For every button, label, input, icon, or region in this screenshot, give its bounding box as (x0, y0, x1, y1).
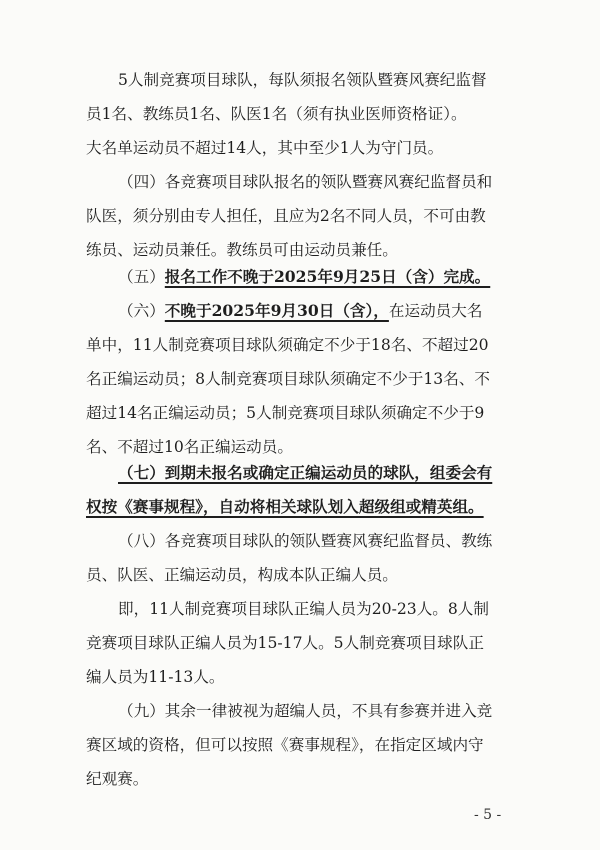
paragraph-line: 编人员为11-13人。 (86, 668, 225, 686)
paragraph-line (118, 267, 490, 287)
paragraph-line: 名、不超过10名正编运动员。 (86, 438, 293, 456)
paragraph-line (118, 301, 482, 321)
section-number: （六） (118, 302, 165, 320)
paragraph-line: 大名单运动员不超过14人，其中至少1人为守门员。 (86, 139, 444, 157)
paragraph-line: 赛区域的资格，但可以按照《赛事规程》，在指定区域内守 (86, 736, 484, 754)
paragraph-line: 单中，11人制竞赛项目球队须确定不少于18名、不超过20 (86, 336, 489, 354)
paragraph-line: 名正编运动员；8人制竞赛项目球队须确定不少于13名、不 (86, 370, 491, 388)
paragraph-line: （九）其余一律被视为超编人员，不具有参赛并进入竞 (118, 702, 493, 720)
paragraph-line: 即，11人制竞赛项目球队正编人员为20-23人。8人制 (118, 600, 489, 618)
emphasized-text: 报名工作不晚于2025年9月25日（含）完成。 (164, 267, 491, 286)
paragraph-line: （四）各竞赛项目球队报名的领队暨赛风赛纪监督员和 (118, 173, 493, 191)
paragraph-line: 纪观赛。 (86, 770, 149, 788)
paragraph-text: 在运动员大名 (388, 302, 483, 320)
paragraph-line: 5人制竞赛项目球队，每队须报名领队暨赛风赛纪监督 (118, 71, 487, 89)
emphasized-text: 不晚于2025年9月30日（含）， (164, 301, 389, 320)
emphasized-paragraph-line: 权按《赛事规程》，自动将相关球队划入超级组或精英组。 (86, 497, 484, 516)
paragraph-line: （八）各竞赛项目球队的领队暨赛风赛纪监督员、教练 (118, 532, 493, 550)
paragraph-line: 练员、运动员兼任。教练员可由运动员兼任。 (86, 241, 398, 259)
paragraph-line: 竞赛项目球队正编人员为15-17人。5人制竞赛项目球队正 (86, 634, 484, 652)
emphasized-paragraph-line: （七）到期未报名或确定正编运动员的球队，组委会有 (118, 463, 493, 482)
paragraph-line: 员、队医、正编运动员，构成本队正编人员。 (86, 566, 398, 584)
paragraph-line: 队医，须分别由专人担任，且应为2名不同人员，不可由教 (86, 207, 486, 225)
section-number: （五） (118, 268, 165, 286)
page-number: - 5 - (474, 807, 502, 823)
paragraph-line: 员1名、教练员1名、队医1名（须有执业医师资格证）。 (86, 105, 467, 123)
paragraph-line: 超过14名正编运动员；5人制竞赛项目球队须确定不少于9 (86, 404, 485, 422)
